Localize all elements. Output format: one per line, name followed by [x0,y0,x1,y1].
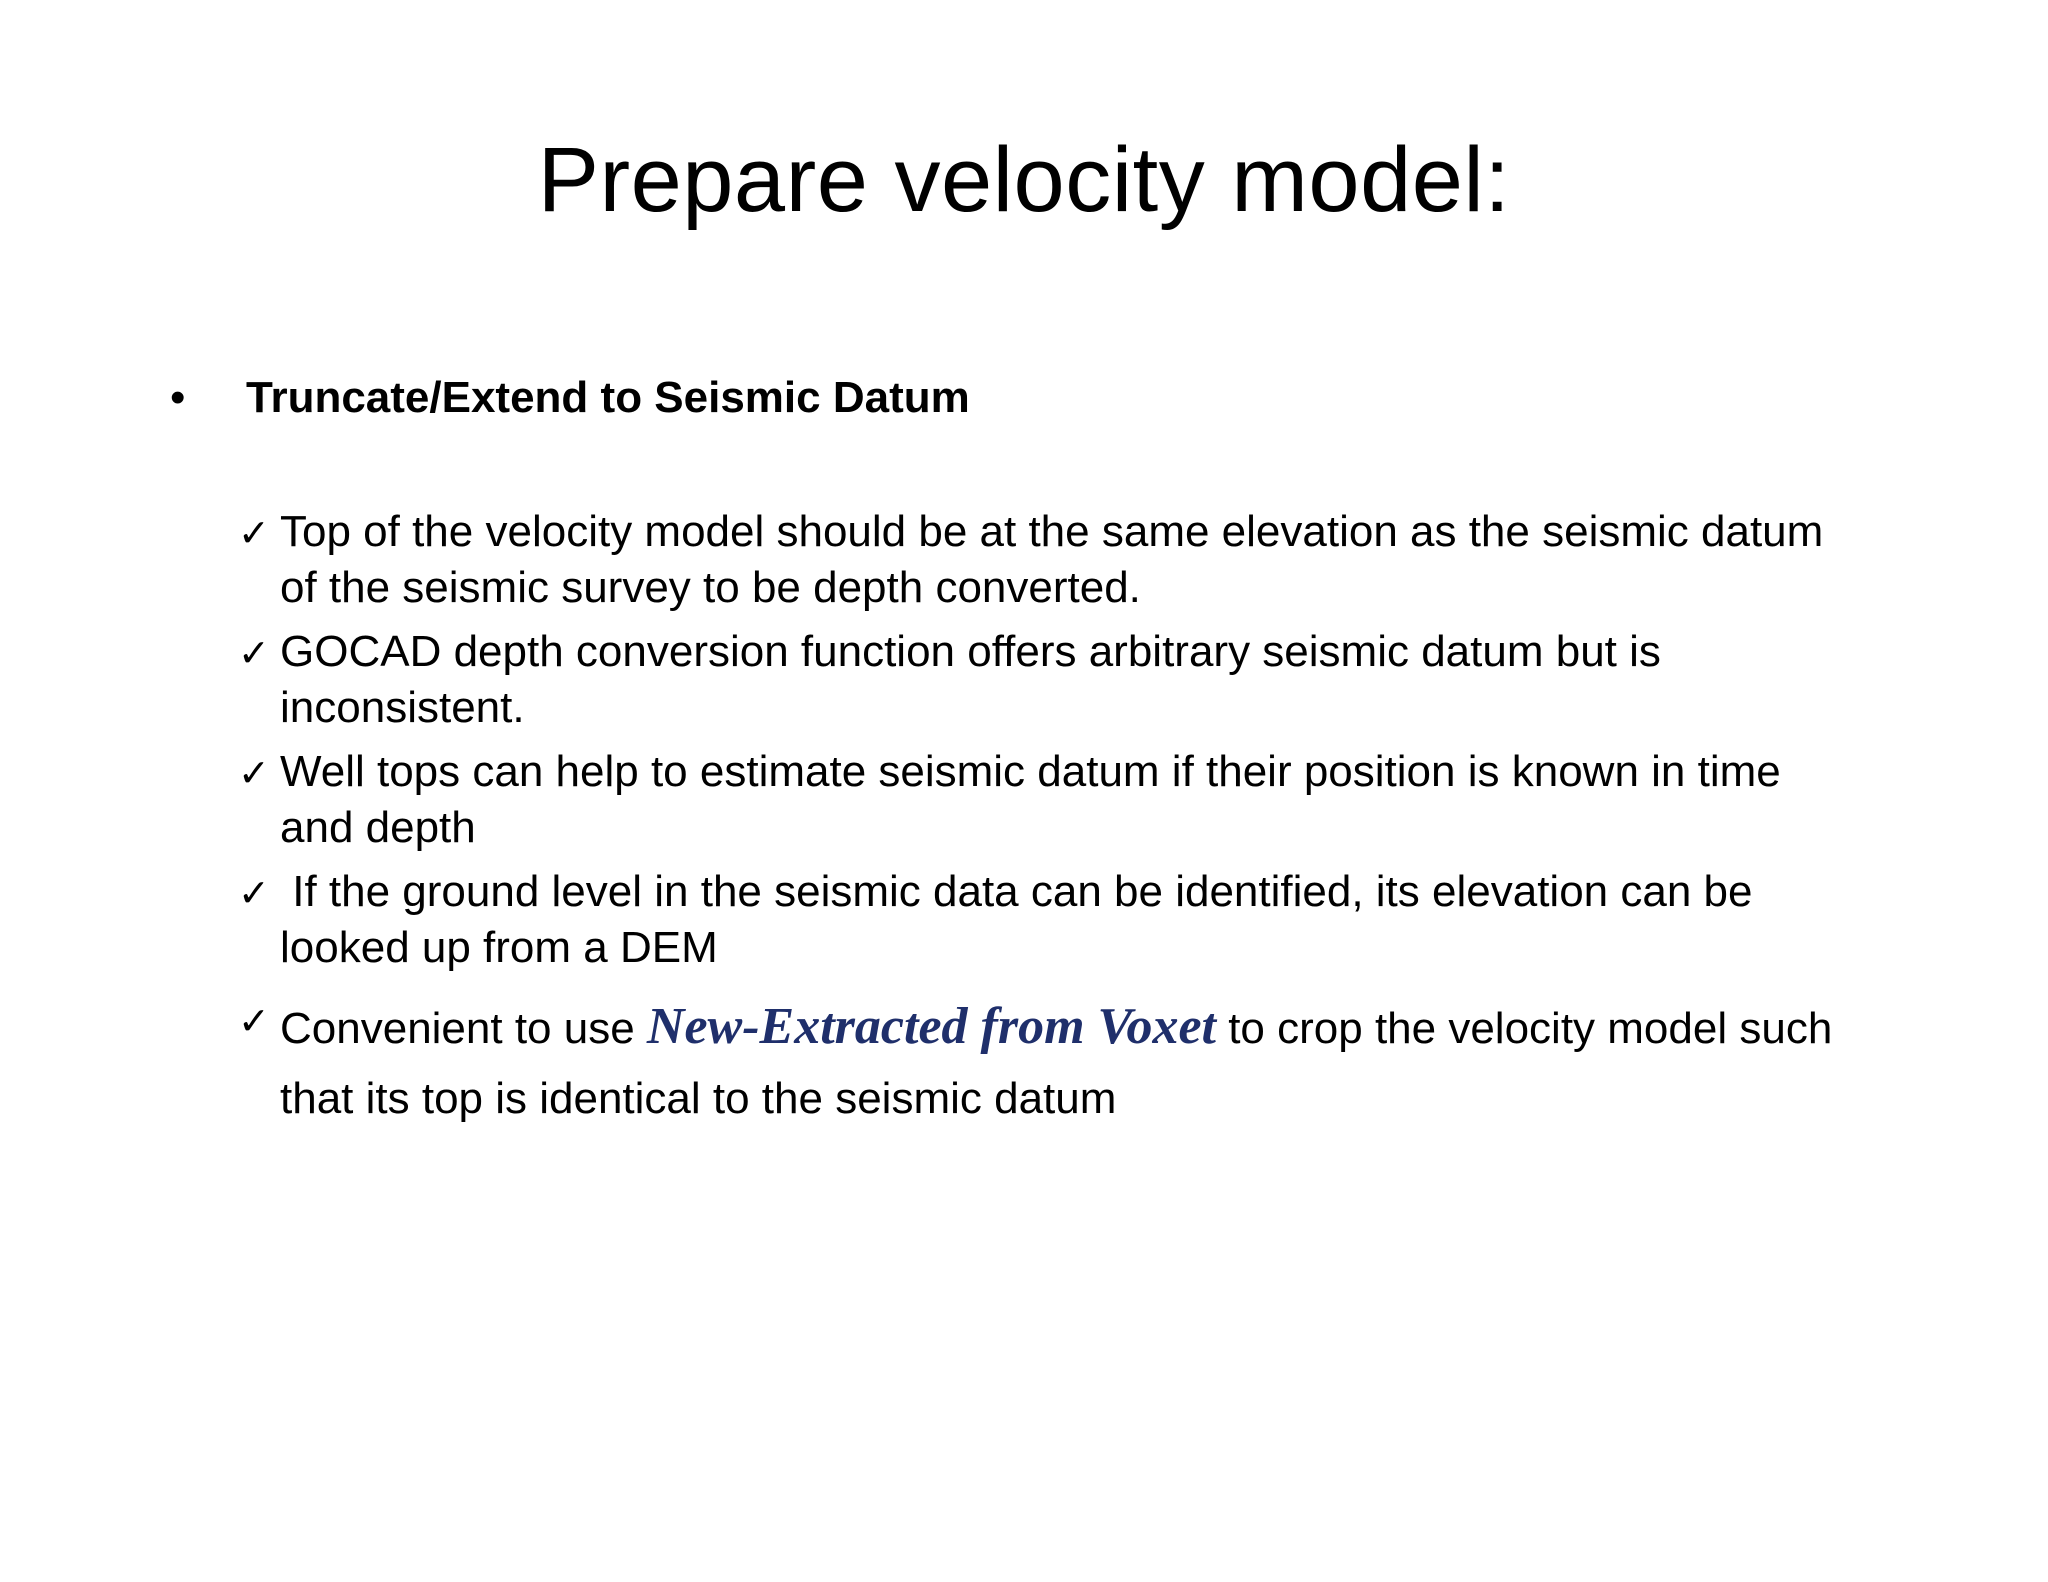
checklist [238,504,1845,1142]
checklist-item [238,624,1838,736]
checklist-item-text: Top of the velocity model should be at the same elevation as the seismic datum of the seismic survey to be depth converted. [280,507,1824,612]
checklist-item [238,864,1838,976]
checklist-item-text [280,992,1845,1134]
checklist-item-prefix: Convenient to use [280,1004,647,1053]
slide-title: Prepare velocity model: [537,129,1511,231]
main-bullet [170,368,970,428]
checkmark-icon: ✓ [238,511,270,555]
checkmark-icon: ✓ [238,751,270,795]
checklist-item-text: Well tops can help to estimate seismic datum if their position is known in time and depth [280,747,1781,852]
checkmark-icon: ✓ [238,999,270,1043]
checkmark-icon: ✓ [238,871,270,915]
checklist-item-suffix: to crop the velocity model such that its top is identical to the seismic datum [280,1004,1845,1123]
main-bullet-text: Truncate/Extend to Seismic Datum [246,373,970,422]
checklist-item [238,744,1838,856]
checklist-item [238,504,1838,616]
tool-name-emphasis: New-Extracted from Voxet [646,998,1216,1055]
checklist-item-text: If the ground level in the seismic data can be identified, its elevation can be looked up from a DEM [280,867,1765,972]
checkmark-icon: ✓ [238,631,270,675]
bullet-icon: • [170,373,186,422]
checklist-item-text: GOCAD depth conversion function offers arbitrary seismic datum but is inconsistent. [280,627,1661,732]
checklist-item [238,992,1845,1134]
